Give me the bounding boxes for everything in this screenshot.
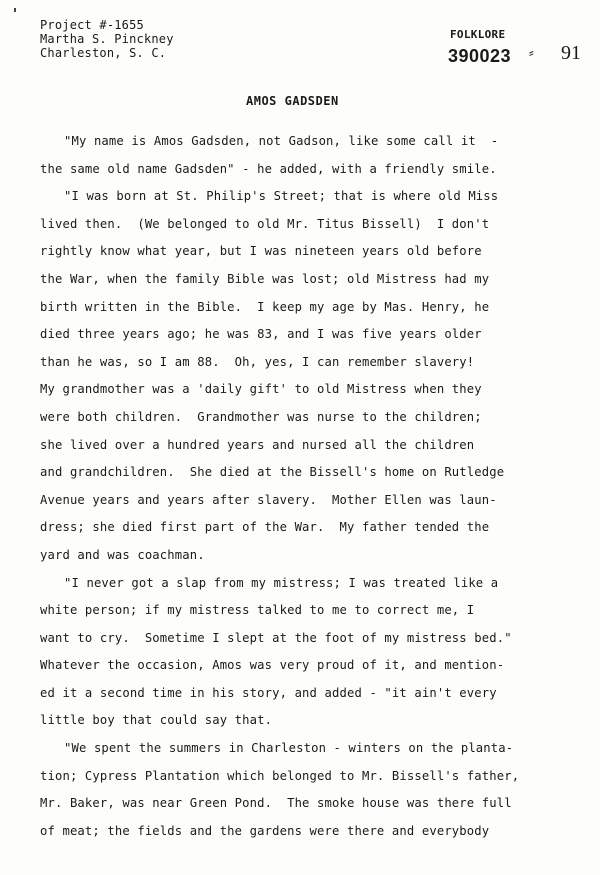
text-line: Whatever the occasion, Amos was very proud of it, and mention- (40, 658, 505, 673)
archive-stamp: 390023 (448, 46, 512, 66)
text-line: "My name is Amos Gadsden, not Gadson, like some call it - (64, 134, 499, 148)
text-line: than he was, so I am 88. Oh, yes, I can remember slavery! (40, 354, 475, 369)
page-number: 91 (561, 42, 581, 64)
body-text (40, 128, 540, 845)
stray-mark (14, 8, 16, 12)
text-line: birth written in the Bible. I keep my age by Mas. Henry, he (40, 299, 490, 314)
text-line: dress; she died first part of the War. My father tended the (40, 520, 490, 535)
text-line: ed it a second time in his story, and added - "it ain't every (40, 685, 497, 700)
text-line: tion; Cypress Plantation which belonged to Mr. Bissell's father, (40, 768, 520, 783)
stamp-mark: ⸗ (529, 44, 534, 60)
header-info (40, 18, 174, 60)
project-number: Project #-1655 (40, 18, 144, 32)
text-line: little boy that could say that. (40, 713, 273, 728)
text-line: want to cry. Sometime I slept at the foot of my mistress bed." (40, 630, 512, 645)
text-line: she lived over a hundred years and nursed all the children (40, 437, 475, 452)
document-title: AMOS GADSDEN (246, 94, 339, 108)
text-line: the War, when the family Bible was lost; old Mistress had my (40, 271, 490, 286)
text-line: Avenue years and years after slavery. Mother Ellen was laun- (40, 492, 497, 507)
author-name: Martha S. Pinckney (40, 32, 174, 46)
text-line: "I never got a slap from my mistress; I was treated like a (64, 575, 499, 590)
text-line: yard and was coachman. (40, 547, 205, 562)
text-line: rightly know what year, but I was nineteen years old before (40, 244, 482, 259)
location: Charleston, S. C. (40, 46, 167, 60)
text-line: My grandmother was a 'daily gift' to old Mistress when they (40, 382, 482, 397)
text-line: of meat; the fields and the gardens were there and everybody (40, 823, 490, 838)
text-line: lived then. (We belonged to old Mr. Titus Bissell) I don't (40, 216, 490, 231)
text-line: were both children. Grandmother was nurse to the children; (40, 409, 482, 424)
text-line: white person; if my mistress talked to me to correct me, I (40, 603, 475, 618)
text-line: the same old name Gadsden" - he added, with a friendly smile. (40, 161, 497, 176)
folklore-label: FOLKLORE (450, 28, 506, 41)
text-line: died three years ago; he was 83, and I was five years older (40, 327, 482, 342)
text-line: "I was born at St. Philip's Street; that is where old Miss (64, 189, 499, 204)
text-line: "We spent the summers in Charleston - winters on the planta- (64, 741, 514, 756)
text-line: and grandchildren. She died at the Bissell's home on Rutledge (40, 465, 505, 480)
text-line: Mr. Baker, was near Green Pond. The smoke house was there full (40, 796, 512, 811)
